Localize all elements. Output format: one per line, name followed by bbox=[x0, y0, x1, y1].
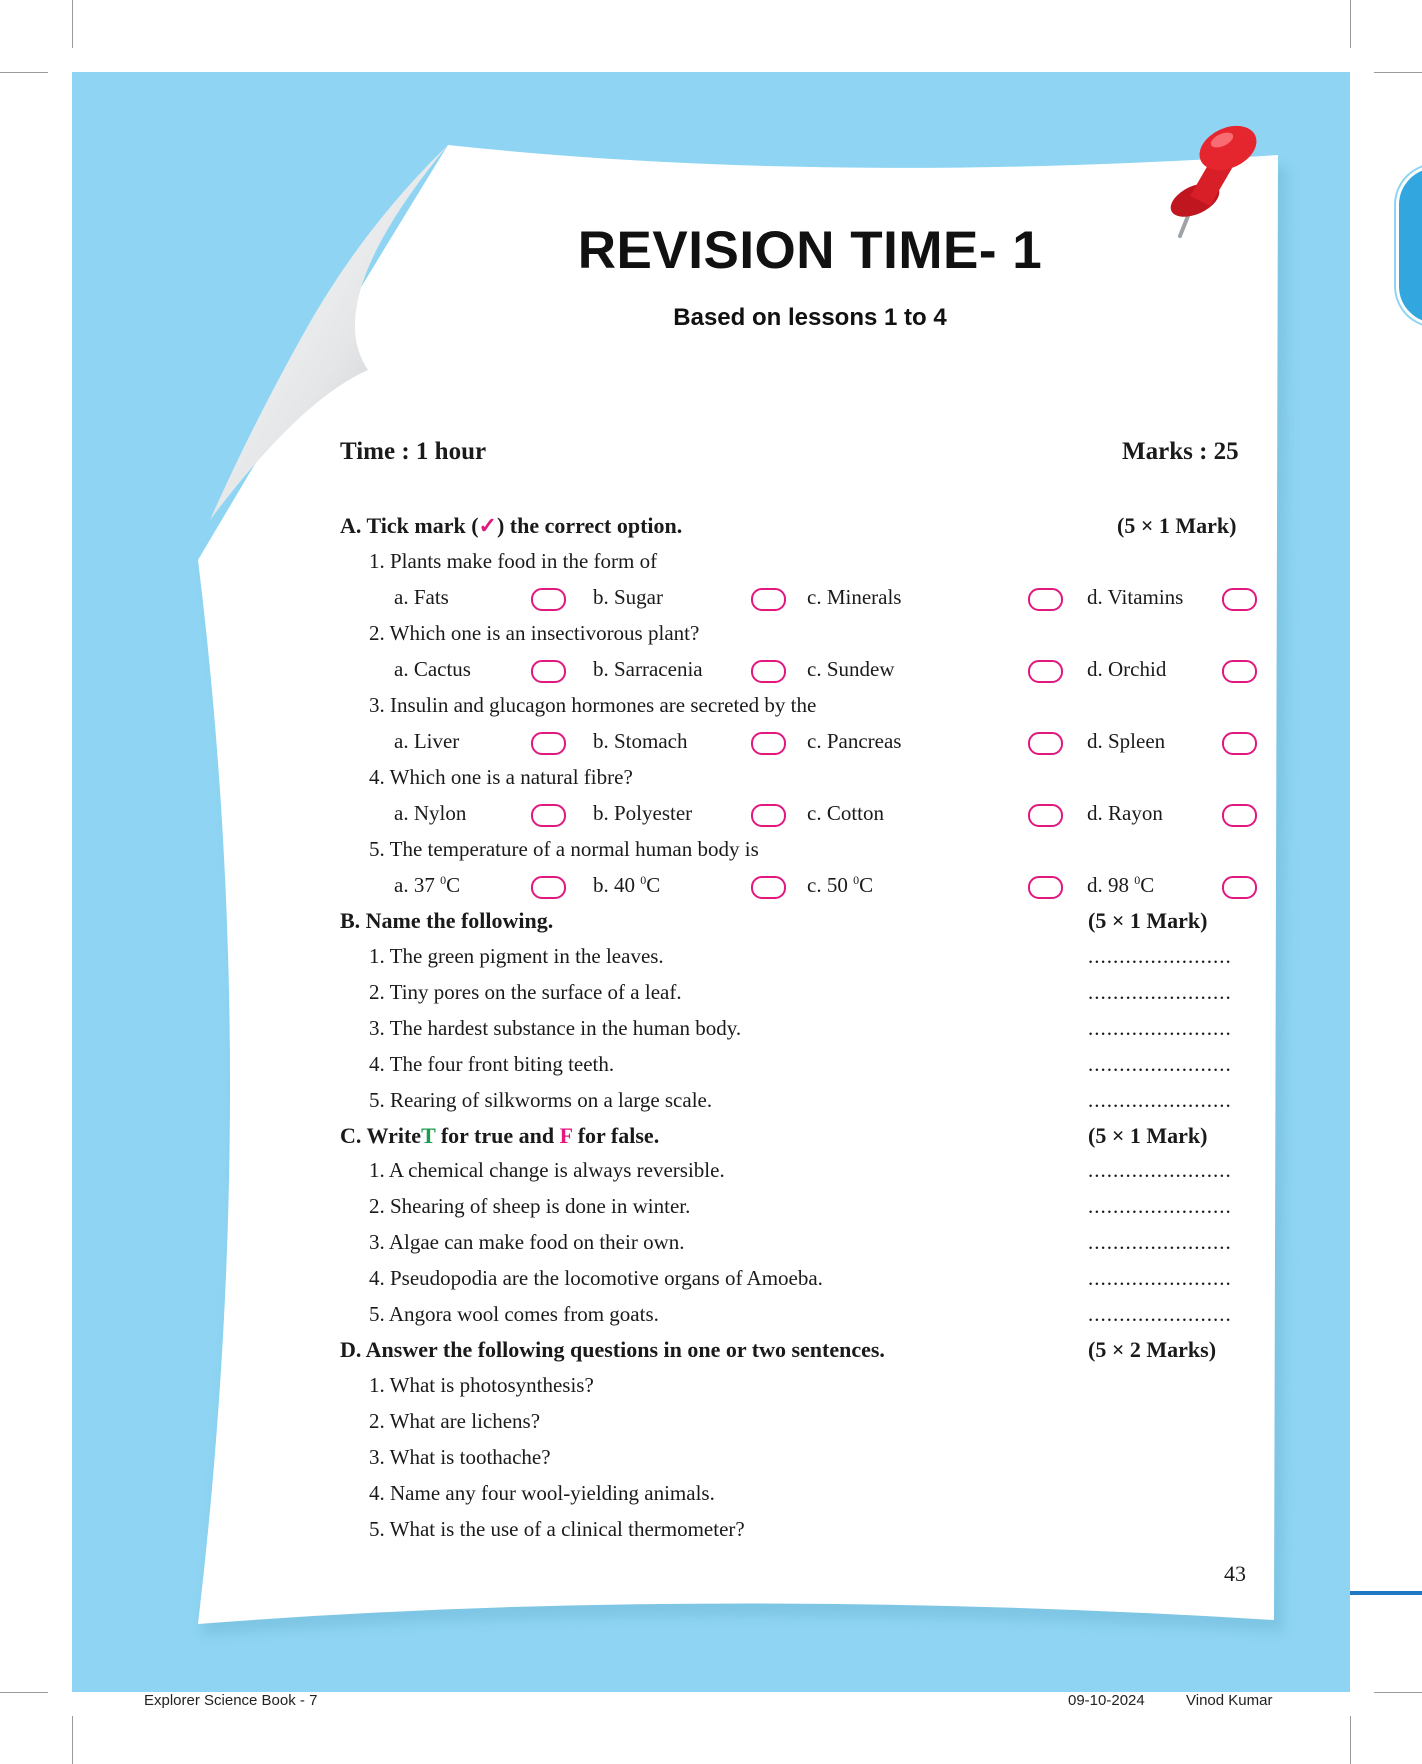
question-text: 5. Angora wool comes from goats. bbox=[369, 1302, 659, 1326]
question-text: 2. Tiny pores on the surface of a leaf. bbox=[369, 980, 682, 1004]
question-text: 1. What is photosynthesis? bbox=[369, 1373, 594, 1397]
option-c: c. Minerals bbox=[807, 585, 902, 609]
marks-label: Marks : 25 bbox=[1122, 438, 1239, 465]
question-text: 3. What is toothache? bbox=[369, 1445, 551, 1469]
options-row bbox=[0, 585, 1422, 621]
question-text: 2. Shearing of sheep is done in winter. bbox=[369, 1194, 691, 1218]
question-text: 4. Which one is a natural fibre? bbox=[369, 765, 633, 789]
option-c: c. Cotton bbox=[807, 801, 884, 825]
unit: C bbox=[446, 873, 461, 897]
list-item bbox=[0, 1445, 1422, 1481]
section-c-heading-pre: C. Write bbox=[340, 1123, 422, 1148]
answer-oval[interactable] bbox=[1222, 660, 1257, 683]
true-letter: T bbox=[421, 1123, 436, 1148]
section-b-title: B. Name the following. bbox=[340, 908, 554, 933]
option-c-value: c. 50 bbox=[807, 873, 854, 897]
page-title: REVISION TIME- 1 bbox=[577, 221, 1043, 280]
page-subtitle: Based on lessons 1 to 4 bbox=[673, 304, 947, 331]
list-item bbox=[0, 1194, 1422, 1230]
section-c-heading-mid: for true and bbox=[435, 1123, 560, 1148]
answer-blank[interactable]: ....................... bbox=[1088, 1194, 1232, 1218]
footer-author: Vinod Kumar bbox=[1186, 1692, 1273, 1709]
answer-blank[interactable]: ....................... bbox=[1088, 1302, 1232, 1326]
section-b-heading bbox=[0, 908, 1422, 944]
section-c-heading-post: for false. bbox=[572, 1123, 660, 1148]
degree-sign: 0 bbox=[1134, 873, 1141, 887]
false-letter: F bbox=[559, 1123, 573, 1148]
footer-date: 09-10-2024 bbox=[1068, 1692, 1145, 1709]
answer-oval[interactable] bbox=[1028, 732, 1063, 755]
list-item bbox=[0, 980, 1422, 1016]
degree-sign: 0 bbox=[440, 873, 447, 887]
list-item bbox=[0, 1088, 1422, 1124]
unit: C bbox=[859, 873, 874, 897]
option-b bbox=[593, 873, 660, 898]
unit: C bbox=[1140, 873, 1155, 897]
answer-oval[interactable] bbox=[751, 804, 786, 827]
answer-oval[interactable] bbox=[1028, 588, 1063, 611]
list-item bbox=[0, 1230, 1422, 1266]
question-text: 1. A chemical change is always reversible. bbox=[369, 1158, 725, 1182]
question-text: 1. The green pigment in the leaves. bbox=[369, 944, 664, 968]
option-a: a. Fats bbox=[394, 585, 449, 609]
question-text: 2. What are lichens? bbox=[369, 1409, 541, 1433]
answer-oval[interactable] bbox=[531, 732, 566, 755]
answer-oval[interactable] bbox=[1028, 660, 1063, 683]
section-d-marks: (5 × 2 Marks) bbox=[1088, 1337, 1217, 1362]
question-text: 3. Algae can make food on their own. bbox=[369, 1230, 685, 1254]
option-c: c. Sundew bbox=[807, 657, 895, 681]
answer-oval[interactable] bbox=[531, 588, 566, 611]
section-c-heading bbox=[0, 1123, 1422, 1159]
tick-icon: ✓ bbox=[478, 513, 497, 538]
list-item bbox=[0, 1052, 1422, 1088]
section-d-title: D. Answer the following questions in one or two sentences. bbox=[340, 1337, 885, 1362]
section-a-heading-post: ) the correct option. bbox=[496, 513, 683, 538]
option-d bbox=[1087, 873, 1154, 898]
option-d: d. Orchid bbox=[1087, 657, 1167, 681]
section-c-marks: (5 × 1 Mark) bbox=[1088, 1123, 1208, 1148]
question-stem bbox=[0, 693, 1422, 729]
question-stem bbox=[0, 765, 1422, 801]
answer-oval[interactable] bbox=[1028, 804, 1063, 827]
answer-blank[interactable]: ....................... bbox=[1088, 980, 1232, 1004]
option-c bbox=[807, 873, 873, 898]
answer-blank[interactable]: ....................... bbox=[1088, 1158, 1232, 1182]
answer-oval[interactable] bbox=[751, 732, 786, 755]
option-d: d. Spleen bbox=[1087, 729, 1166, 753]
option-d: d. Vitamins bbox=[1087, 585, 1184, 609]
answer-oval[interactable] bbox=[751, 588, 786, 611]
degree-sign: 0 bbox=[640, 873, 647, 887]
question-text: 4. The four front biting teeth. bbox=[369, 1052, 615, 1076]
answer-blank[interactable]: ....................... bbox=[1088, 1230, 1232, 1254]
question-text: 3. The hardest substance in the human body. bbox=[369, 1016, 742, 1040]
section-a-heading bbox=[0, 513, 1422, 549]
question-text: 2. Which one is an insectivorous plant? bbox=[369, 621, 700, 645]
question-text: 4. Pseudopodia are the locomotive organs of Amoeba. bbox=[369, 1266, 823, 1290]
answer-blank[interactable]: ....................... bbox=[1088, 1088, 1232, 1112]
option-b: b. Polyester bbox=[593, 801, 693, 825]
question-stem bbox=[0, 549, 1422, 585]
unit: C bbox=[646, 873, 661, 897]
answer-oval[interactable] bbox=[1028, 876, 1063, 899]
question-text: 5. Rearing of silkworms on a large scale. bbox=[369, 1088, 713, 1112]
options-row bbox=[0, 729, 1422, 765]
options-row bbox=[0, 657, 1422, 693]
answer-blank[interactable]: ....................... bbox=[1088, 1016, 1232, 1040]
option-a-value: a. 37 bbox=[394, 873, 441, 897]
degree-sign: 0 bbox=[853, 873, 860, 887]
answer-oval[interactable] bbox=[1222, 804, 1257, 827]
list-item bbox=[0, 1481, 1422, 1517]
page-number: 43 bbox=[1224, 1561, 1246, 1586]
question-text: 1. Plants make food in the form of bbox=[369, 549, 658, 573]
list-item bbox=[0, 1517, 1422, 1553]
question-text: 4. Name any four wool-yielding animals. bbox=[369, 1481, 715, 1505]
footer-book-title: Explorer Science Book - 7 bbox=[144, 1692, 318, 1709]
option-d-value: d. 98 bbox=[1087, 873, 1135, 897]
answer-oval[interactable] bbox=[1222, 876, 1257, 899]
question-text: 5. What is the use of a clinical thermometer? bbox=[369, 1517, 745, 1541]
question-stem bbox=[0, 621, 1422, 657]
option-a: a. Liver bbox=[394, 729, 460, 753]
answer-oval[interactable] bbox=[531, 660, 566, 683]
options-row bbox=[0, 873, 1422, 909]
section-a-heading-pre: A. Tick mark ( bbox=[340, 513, 479, 538]
answer-blank[interactable]: ....................... bbox=[1088, 1266, 1232, 1290]
answer-oval[interactable] bbox=[1222, 588, 1257, 611]
option-c: c. Pancreas bbox=[807, 729, 902, 753]
section-a-marks: (5 × 1 Mark) bbox=[1117, 513, 1237, 538]
answer-oval[interactable] bbox=[1222, 732, 1257, 755]
question-stem bbox=[0, 837, 1422, 873]
list-item bbox=[0, 1409, 1422, 1445]
time-label: Time : 1 hour bbox=[340, 438, 487, 465]
list-item bbox=[0, 1266, 1422, 1302]
option-b-value: b. 40 bbox=[593, 873, 641, 897]
answer-oval[interactable] bbox=[751, 660, 786, 683]
options-row bbox=[0, 801, 1422, 837]
list-item bbox=[0, 1158, 1422, 1194]
option-a bbox=[394, 873, 460, 898]
option-b: b. Sugar bbox=[593, 585, 663, 609]
answer-oval[interactable] bbox=[531, 876, 566, 899]
answer-oval[interactable] bbox=[751, 876, 786, 899]
answer-oval[interactable] bbox=[531, 804, 566, 827]
list-item bbox=[0, 1302, 1422, 1338]
list-item bbox=[0, 1016, 1422, 1052]
option-b: b. Sarracenia bbox=[593, 657, 703, 681]
question-text: 5. The temperature of a normal human body is bbox=[369, 837, 759, 861]
question-text: 3. Insulin and glucagon hormones are secreted by the bbox=[369, 693, 817, 717]
answer-blank[interactable]: ....................... bbox=[1088, 944, 1232, 968]
list-item bbox=[0, 1373, 1422, 1409]
answer-blank[interactable]: ....................... bbox=[1088, 1052, 1232, 1076]
option-b: b. Stomach bbox=[593, 729, 688, 753]
section-b-marks: (5 × 1 Mark) bbox=[1088, 908, 1208, 933]
section-d-heading bbox=[0, 1337, 1422, 1373]
option-d: d. Rayon bbox=[1087, 801, 1163, 825]
option-a: a. Nylon bbox=[394, 801, 467, 825]
option-a: a. Cactus bbox=[394, 657, 471, 681]
list-item bbox=[0, 944, 1422, 980]
